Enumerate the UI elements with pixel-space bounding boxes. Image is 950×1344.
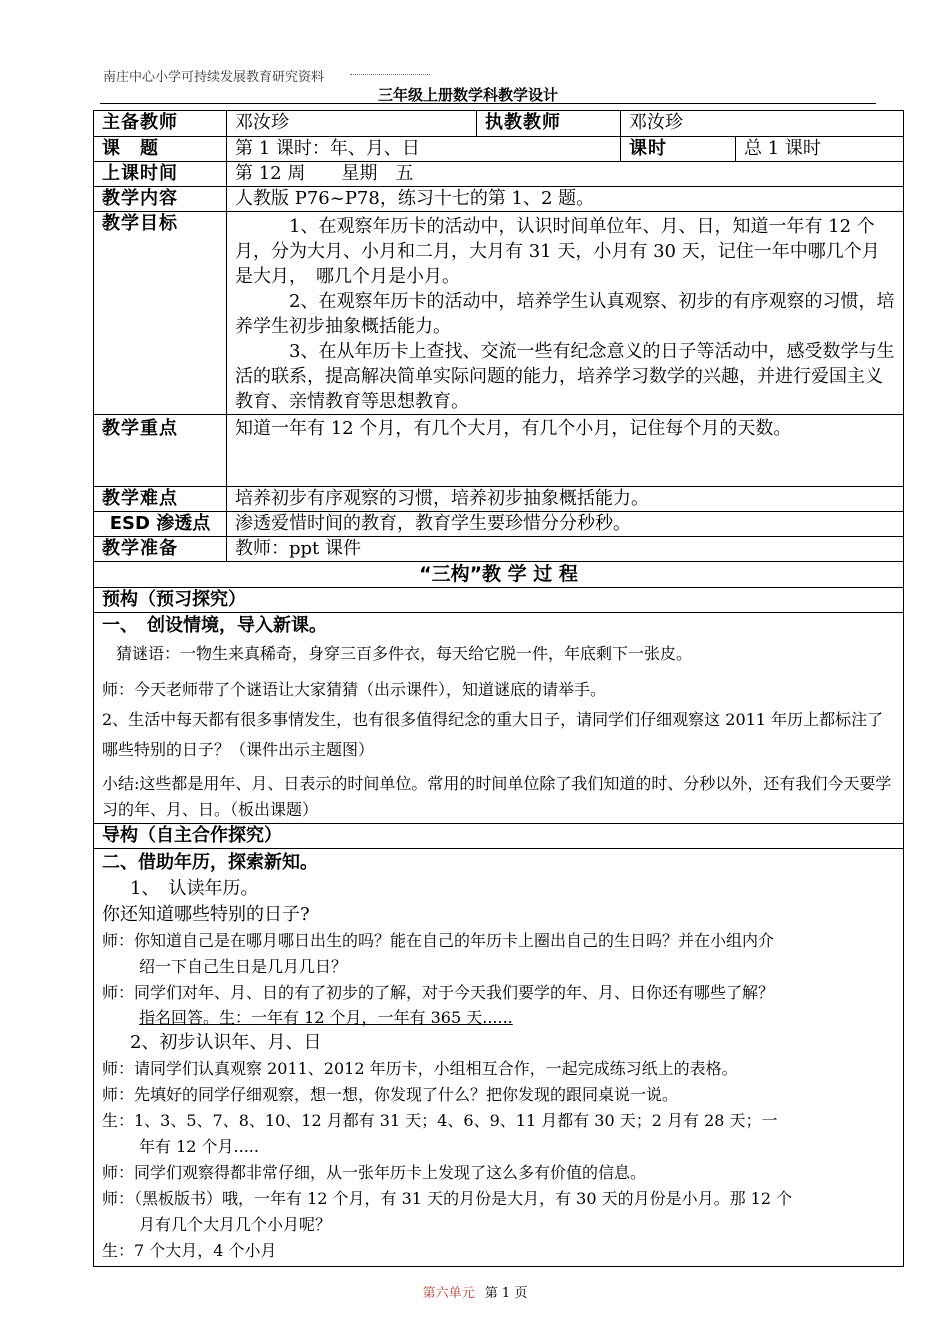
goal-item: 2、在观察年历卡的活动中，培养学生认真观察、初步的有序观察的习惯，培养学生初步抽象概括能力。 bbox=[235, 291, 895, 337]
dialogue-line: 师：你知道自己是在哪月哪日出生的吗？能在自己的年历卡上圈出自己的生日吗？并在小组内介绍一下自己生日是几月几日？ bbox=[102, 931, 775, 976]
goal-item: 3、在从年历卡上查找、交流一些有纪念意义的日子等活动中，感受数学与生活的联系，提高解决简单实际问题的能力，培养学习数学的兴趣，并进行爱国主义教育、亲情教育等思想教育。 bbox=[235, 341, 895, 412]
key-value: 知道一年有 12 个月，有几个大月，有几个小月，记住每个月的天数。 bbox=[227, 415, 904, 487]
esd-value: 渗透爱惜时间的教育，教育学生要珍惜分分秒秒。 bbox=[227, 512, 904, 537]
time-label: 上课时间 bbox=[94, 162, 227, 187]
page-footer bbox=[0, 1282, 950, 1301]
dialogue-line: 生：7 个大月，4 个小月 bbox=[102, 1241, 277, 1260]
main-teacher-label: 主备教师 bbox=[94, 111, 227, 137]
goals-label: 教学目标 bbox=[94, 212, 227, 415]
goals-cell bbox=[227, 212, 904, 415]
time-value: 第 12 周 星期 五 bbox=[227, 162, 904, 187]
dialogue-line: 师：（黑板版书）哦，一年有 12 个月，有 31 天的月份是大月，有 30 天的月份是小月。那 12 个月有几个大月几个小月呢？ bbox=[102, 1189, 793, 1234]
prep-label: 教学准备 bbox=[94, 537, 227, 562]
exec-teacher-label: 执教教师 bbox=[477, 111, 621, 137]
part2-title: 导构（自主合作探究） bbox=[94, 824, 904, 849]
lesson-plan-table bbox=[93, 110, 904, 1267]
topic-value: 第 1 课时：年、月、日 bbox=[227, 137, 621, 162]
key-label: 教学重点 bbox=[94, 415, 227, 487]
period-value: 总 1 课时 bbox=[736, 137, 904, 162]
exec-teacher-value: 邓汝珍 bbox=[621, 111, 904, 137]
doc-title: 三年级上册数学科教学设计 bbox=[378, 86, 559, 104]
footer-unit: 第六单元 bbox=[422, 1286, 475, 1301]
riddle-text: 猜谜语：一物生来真稀奇，身穿三百多件衣，每天给它脱一件，年底剩下一张皮。 bbox=[116, 644, 693, 663]
period-label: 课时 bbox=[621, 137, 736, 162]
dialogue-line: 生：1、3、5、7、8、10、12 月都有 31 天；4、6、9、11 月都有 30 天；2 月有 28 天；一年有 12 个月..... bbox=[102, 1111, 778, 1156]
dialogue-line: 师：同学们对年、月、日的有了初步的了解，对于今天我们要学的年、月、日你还有哪些了解？ bbox=[102, 983, 775, 1002]
goal-item: 1、在观察年历卡的活动中，认识时间单位年、月、日，知道一年有 12 个月，分为大月、小月和二月，大月有 31 天，小月有 30 天，记住一年中哪几个月是大月， 哪几个月是小月。 bbox=[235, 216, 880, 287]
school-name: 南庄中心小学可持续发展教育研究资料 bbox=[103, 70, 325, 85]
content-label: 教学内容 bbox=[94, 187, 227, 212]
header-dots bbox=[350, 74, 430, 75]
main-teacher-value: 邓汝珍 bbox=[227, 111, 477, 137]
dialogue-line: 师：请同学们认真观察 2011、2012 年历卡，小组相互合作，一起完成练习纸上的表格。 bbox=[102, 1059, 738, 1078]
answer-line: 指名回答。生：一年有 12 个月，一年有 365 天...... bbox=[139, 1008, 513, 1027]
sub-heading: 1、 认读年历。 bbox=[130, 878, 259, 899]
part1-title: 预构（预习探究） bbox=[94, 588, 904, 613]
header-rule bbox=[100, 103, 876, 104]
content-value: 人教版 P76~P78，练习十七的第 1、2 题。 bbox=[227, 187, 904, 212]
dialogue-line: 师：同学们观察得都非常仔细，从一张年历卡上发现了这么多有价值的信息。 bbox=[102, 1163, 647, 1182]
section-1-title: 一、 创设情境，导入新课。 bbox=[102, 615, 327, 636]
process-title: “三构”教 学 过 程 bbox=[94, 562, 904, 588]
topic-label: 课 题 bbox=[94, 137, 227, 162]
question-line: 你还知道哪些特别的日子? bbox=[102, 904, 310, 925]
section-2 bbox=[94, 849, 904, 1267]
difficulty-label: 教学难点 bbox=[94, 487, 227, 512]
difficulty-value: 培养初步有序观察的习惯，培养初步抽象概括能力。 bbox=[227, 487, 904, 512]
footer-page: 第 1 页 bbox=[484, 1286, 528, 1301]
section-1 bbox=[94, 613, 904, 824]
esd-label: ESD 渗透点 bbox=[94, 512, 227, 537]
s1-paragraph: 2、生活中每天都有很多事情发生，也有很多值得纪念的重大日子，请同学们仔细观察这 2011 年历上都标注了哪些特别的日子？（课件出示主题图） bbox=[102, 710, 884, 759]
s1-summary: 小结:这些都是用年、月、日表示的时间单位。常用的时间单位除了我们知道的时、分秒以外，还有我们今天要学习的年、月、日。（板出课题） bbox=[102, 774, 892, 819]
prep-value: 教师：ppt 课件 bbox=[227, 537, 904, 562]
section-2-title: 二、借助年历，探索新知。 bbox=[102, 852, 318, 873]
dialogue-line: 师：先填好的同学仔细观察，想一想，你发现了什么？把你发现的跟同桌说一说。 bbox=[102, 1085, 679, 1104]
s1-paragraph: 师：今天老师带了个谜语让大家猜猜（出示课件），知道谜底的请举手。 bbox=[102, 680, 607, 699]
sub-heading: 2、初步认识年、月、日 bbox=[130, 1032, 322, 1053]
